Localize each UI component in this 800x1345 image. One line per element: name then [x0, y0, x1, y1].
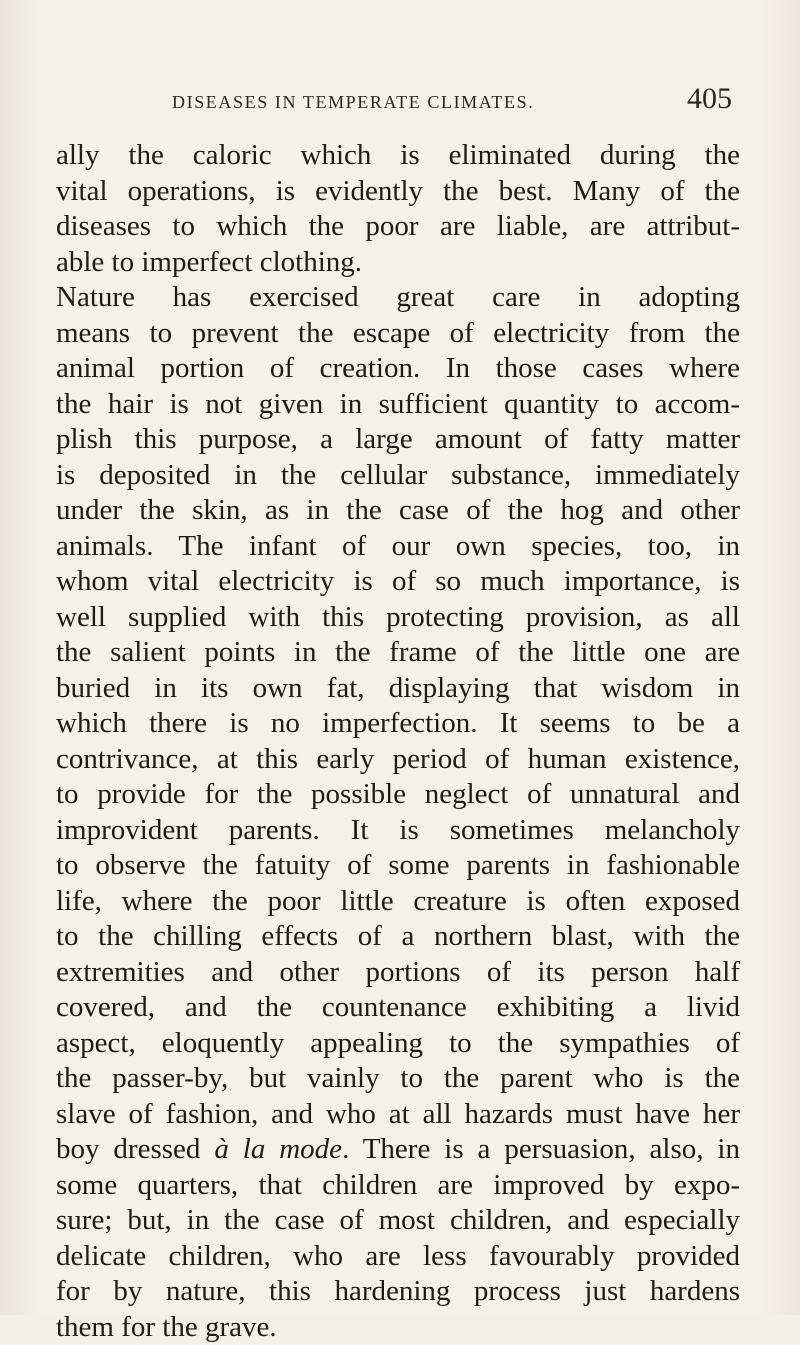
body-text [56, 138, 740, 1345]
text-line: the passer-by, but vainly to the parent who is the [56, 1061, 740, 1097]
text-line: plish this purpose, a large amount of fatty matter [56, 422, 740, 458]
running-head: DISEASES IN TEMPERATE CLIMATES. [172, 92, 534, 113]
text-line: slave of fashion, and who at all hazards must have her [56, 1097, 740, 1133]
text-line: extremities and other portions of its person half [56, 955, 740, 991]
text-line: well supplied with this protecting provision, as all [56, 600, 740, 636]
text-line: contrivance, at this early period of human existence, [56, 742, 740, 778]
text-line: animals. The infant of our own species, too, in [56, 529, 740, 565]
text-line: which there is no imperfection. It seems to be a [56, 706, 740, 742]
text-line: the salient points in the frame of the little one are [56, 635, 740, 671]
text-line: to observe the fatuity of some parents in fashionable [56, 848, 740, 884]
text-line: ally the caloric which is eliminated during the [56, 138, 740, 174]
page-header [172, 88, 732, 128]
text-line: some quarters, that children are improved by expo- [56, 1168, 740, 1204]
text-line: vital operations, is evidently the best. Many of the [56, 174, 740, 210]
text-line: improvident parents. It is sometimes melancholy [56, 813, 740, 849]
text-line: means to prevent the escape of electricity from the [56, 316, 740, 352]
text-line: life, where the poor little creature is often exposed [56, 884, 740, 920]
text-line: to the chilling effects of a northern blast, with the [56, 919, 740, 955]
text-line: diseases to which the poor are liable, are attribut- [56, 209, 740, 245]
text-line: delicate children, who are less favourably provided [56, 1239, 740, 1275]
text-line: the hair is not given in sufficient quantity to accom- [56, 387, 740, 423]
text-line-with-italic [56, 1132, 740, 1168]
text-line: under the skin, as in the case of the hog and other [56, 493, 740, 529]
text-line: to provide for the possible neglect of unnatural and [56, 777, 740, 813]
text-line: buried in its own fat, displaying that wisdom in [56, 671, 740, 707]
text-line: able to imperfect clothing. [56, 245, 740, 281]
text-segment: boy dressed [56, 1133, 214, 1165]
text-line: aspect, eloquently appealing to the sympathies of [56, 1026, 740, 1062]
text-segment: . There is a persuasion, also, in [342, 1133, 740, 1165]
text-line: covered, and the countenance exhibiting a livid [56, 990, 740, 1026]
text-line: is deposited in the cellular substance, immediately [56, 458, 740, 494]
text-line: for by nature, this hardening process just hardens [56, 1274, 740, 1310]
italic-phrase: à la mode [214, 1133, 342, 1165]
text-line: them for the grave. [56, 1310, 740, 1345]
text-line: animal portion of creation. In those cases where [56, 351, 740, 387]
text-line: whom vital electricity is of so much importance, is [56, 564, 740, 600]
text-line: sure; but, in the case of most children, and especially [56, 1203, 740, 1239]
text-line: Nature has exercised great care in adopting [56, 280, 740, 316]
page-number: 405 [687, 82, 732, 116]
